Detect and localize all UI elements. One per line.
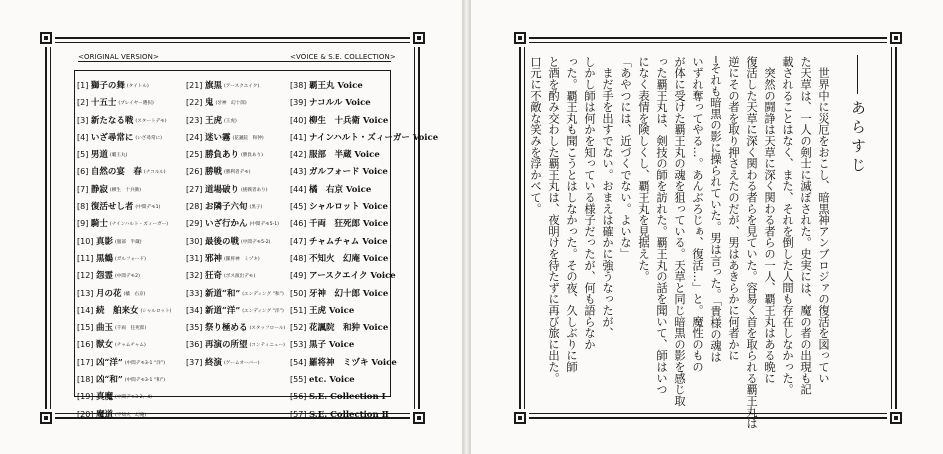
track-title: 旗黒 <box>204 81 222 91</box>
track-number: [36] <box>186 340 203 350</box>
track-title: 男道 <box>90 150 108 161</box>
track-note: (中間デモ3-1 “和”) <box>124 378 166 384</box>
track-title: 服部 半蔵 Voice <box>308 150 380 161</box>
track-number: [1] <box>77 81 89 90</box>
track-title: 月の花 <box>95 288 122 299</box>
track-number: [56] <box>290 392 307 402</box>
synopsis-line: 復活した天草に深く関わる者らを見ていた。容易く首を取られる覇王丸は <box>745 56 758 429</box>
track-number: [13] <box>77 288 94 298</box>
track-number: [35] <box>186 323 203 333</box>
track-title: 鬼 <box>204 98 214 109</box>
track-number: [8] <box>77 202 89 212</box>
track-note: (王虎) <box>223 118 237 124</box>
track-row <box>290 215 438 232</box>
frame-corner-ornament <box>511 409 529 427</box>
track-title: 狂奇 <box>204 271 222 282</box>
track-row <box>290 371 438 388</box>
track-note: (黒子) <box>249 205 263 211</box>
track-row <box>77 146 171 163</box>
track-row <box>290 129 438 146</box>
track-title: 橘 右京 Voice <box>308 184 372 195</box>
track-title: 王虎 Voice <box>308 305 355 316</box>
track-title: ナインハルト・ズィーガー Voice <box>308 132 439 143</box>
frame-corner-ornament <box>887 409 905 427</box>
track-row <box>186 233 285 250</box>
track-row <box>186 302 285 319</box>
frame-corner-ornament <box>37 29 55 47</box>
track-title: 新道“洋” <box>204 305 241 316</box>
track-number: [27] <box>186 184 203 194</box>
track-note: (挑戦者あり) <box>240 187 268 193</box>
track-note: (勝負あり) <box>240 153 263 159</box>
track-title: 獅子の舞 <box>90 81 125 91</box>
track-row <box>186 181 285 198</box>
track-number: [54] <box>290 357 307 367</box>
track-note: (ガルフォード) <box>114 256 146 262</box>
track-title: ナコルル Voice <box>308 98 371 109</box>
track-number: [43] <box>290 167 307 177</box>
track-row <box>290 112 438 129</box>
track-column-3 <box>290 77 438 423</box>
track-title: 邪神 <box>204 253 222 264</box>
track-number: [2] <box>77 98 89 108</box>
track-title: 道場破り <box>204 184 239 195</box>
track-row <box>290 354 438 371</box>
synopsis-line: った覇王丸は、剣技の師を訪れた。覇王丸の話を聞いて、師はいつ <box>655 56 668 395</box>
track-note: (スタートデモ) <box>135 118 167 124</box>
track-number: [24] <box>186 132 203 142</box>
synopsis-line: しかし師は何かを知っている様子だったが、何も語らなか <box>583 56 596 350</box>
track-number: [41] <box>290 132 307 142</box>
track-note: (アースクエイク) <box>223 84 260 89</box>
synopsis-line: 逆にその者を取り押さえたのだが、男はあきらかに何者かに <box>727 56 740 362</box>
track-row <box>77 77 171 94</box>
track-number: [26] <box>186 167 203 177</box>
track-title: 最後の戦 <box>204 236 239 247</box>
track-number: [15] <box>77 323 94 333</box>
track-number: [57] <box>290 409 307 419</box>
track-row <box>186 267 285 284</box>
track-title: 不知火 幻庵 Voice <box>308 253 389 264</box>
track-number: [10] <box>77 236 94 246</box>
track-row <box>77 94 171 111</box>
track-note: (中間デモ3-1 “洋”) <box>124 360 166 366</box>
synopsis-line: 口元に不敵な笑みを浮かべて。 <box>529 56 542 215</box>
track-note: (ボス演出デモ) <box>223 274 256 280</box>
track-row <box>186 146 285 163</box>
track-row <box>77 129 171 146</box>
track-row <box>290 388 438 405</box>
track-title: 曲玉 <box>95 323 113 334</box>
track-note: (不知火 幻庵) <box>114 412 147 418</box>
track-row <box>290 406 438 423</box>
track-number: [39] <box>290 98 307 108</box>
track-number: [29] <box>186 219 203 229</box>
track-number: [31] <box>186 253 203 263</box>
synopsis-text <box>529 56 832 429</box>
track-title: 迷い霧 <box>204 132 231 143</box>
track-row <box>290 198 438 215</box>
track-note: (中間デモ1) <box>135 205 161 211</box>
track-number: [53] <box>290 340 307 350</box>
track-title: 続 舶来女 <box>95 305 139 316</box>
track-number: [6] <box>77 167 89 177</box>
track-number: [28] <box>186 202 203 212</box>
track-row <box>290 250 438 267</box>
track-row <box>186 319 285 336</box>
track-number: [42] <box>290 150 307 160</box>
track-number: [18] <box>77 375 94 385</box>
track-title: 黒子 Voice <box>308 340 355 351</box>
track-note: (中間デモ2) <box>114 274 140 280</box>
track-number: [33] <box>186 288 203 298</box>
track-number: [50] <box>290 288 307 298</box>
synopsis-line: 突然の闘諍は天草に深く関わる者らの一人、覇王丸はある晩に <box>763 56 776 384</box>
track-title: ガルフォード Voice <box>308 167 388 178</box>
synopsis-line: になく表情を険しくし、覇王丸を見据えた。 <box>637 56 650 282</box>
track-title: 勝戦 <box>204 167 222 178</box>
track-number: [44] <box>290 184 307 194</box>
track-note: (エンディング “洋”) <box>242 308 284 314</box>
track-row <box>186 354 285 371</box>
track-row <box>77 319 171 336</box>
synopsis-line: た天草は、一人の剣士に滅ぼされた。史実には、魔の者の出現も記 <box>799 56 812 395</box>
track-number: [22] <box>186 98 203 108</box>
track-row <box>77 354 171 371</box>
track-row <box>77 267 171 284</box>
track-row <box>290 181 438 198</box>
track-number: [34] <box>186 305 203 315</box>
track-note: (ナインハルト・ズィーガー) <box>109 222 169 228</box>
track-number: [37] <box>186 357 203 367</box>
track-row <box>77 371 171 388</box>
track-row <box>186 77 285 94</box>
track-title: 怨霊 <box>95 271 113 282</box>
track-number: [3] <box>77 115 89 125</box>
book-gutter <box>463 0 470 454</box>
track-row <box>77 163 171 180</box>
track-number: [7] <box>77 184 89 194</box>
track-title: 覇王丸 Voice <box>308 81 363 91</box>
track-note: (コンティニュー) <box>249 343 285 349</box>
track-row <box>290 146 438 163</box>
track-title: 王虎 <box>204 115 222 126</box>
track-note: (勝利者デモ) <box>223 170 251 176</box>
track-title: 新たなる戦 <box>90 115 134 126</box>
track-row <box>186 163 285 180</box>
track-row <box>77 285 171 302</box>
track-title: etc. Voice <box>308 375 355 386</box>
track-note: (千両 狂死郎) <box>114 326 147 332</box>
track-note: (プレイヤー選択) <box>118 101 154 107</box>
synopsis-title: あらすじ <box>849 100 867 176</box>
track-number: [21] <box>186 81 203 90</box>
track-title: S.E. Collection Ⅰ <box>308 392 386 403</box>
track-number: [52] <box>290 323 307 333</box>
track-title: お隣子六旬 <box>204 202 248 213</box>
track-note: (シャルロット) <box>140 308 172 314</box>
track-title: シャルロット Voice <box>308 202 388 213</box>
track-number: [19] <box>77 392 94 402</box>
track-title: 勝負あり <box>204 150 239 161</box>
track-title: 花諷院 和狆 Voice <box>308 323 389 334</box>
frame-corner-ornament <box>37 409 55 427</box>
track-column-2 <box>186 77 285 371</box>
track-number: [14] <box>77 305 94 315</box>
voice-collection-header: <VOICE & S.E. COLLECTION> <box>290 53 396 61</box>
track-row <box>77 112 171 129</box>
track-title: 静寂 <box>90 184 108 195</box>
synopsis-line: ─それも暗黒の影に操られていた。男は言った。「貴様の魂は <box>709 56 722 363</box>
track-number: [30] <box>186 236 203 246</box>
track-number: [5] <box>77 150 89 160</box>
track-note: (チャムチャム) <box>114 343 146 349</box>
track-title: S.E. Collection Ⅱ <box>308 409 389 420</box>
header-divider <box>78 61 391 62</box>
track-title: 真魔 <box>95 392 113 403</box>
track-number: [47] <box>290 236 307 246</box>
track-row <box>77 215 171 232</box>
track-row <box>290 336 438 353</box>
track-note: (ナコルル) <box>143 170 166 176</box>
synopsis-title-rule <box>857 55 858 94</box>
track-number: [4] <box>77 132 89 142</box>
track-title: 十五士 <box>90 98 117 109</box>
track-row <box>77 406 171 423</box>
track-number: [12] <box>77 271 94 281</box>
track-title: 自然の宴 春 <box>90 167 142 178</box>
track-row <box>186 336 285 353</box>
track-row <box>186 198 285 215</box>
track-row <box>77 233 171 250</box>
track-title: 祭り極める <box>204 323 248 334</box>
track-number: [17] <box>77 357 94 367</box>
track-row <box>290 267 438 284</box>
track-row <box>290 285 438 302</box>
track-note: (羅将神 ミヅキ) <box>223 256 260 262</box>
track-row <box>186 129 285 146</box>
track-row <box>77 336 171 353</box>
track-row <box>186 285 285 302</box>
track-note: (覇王丸) <box>109 153 128 159</box>
track-title: 牙神 幻十郎 Voice <box>308 288 389 299</box>
track-title: いざ行かん <box>204 219 248 230</box>
track-number: [38] <box>290 81 307 90</box>
synopsis-line: 世界中に災厄をおこし、暗黒神アンブロジァの復活を図ってい <box>817 56 830 384</box>
track-title: いざ尋常に <box>90 132 134 143</box>
track-number: [49] <box>290 271 307 281</box>
synopsis-line: 載されることはなく、また、それを倒した人間も存在しなかった。 <box>781 56 794 395</box>
track-row <box>77 302 171 319</box>
track-row <box>290 163 438 180</box>
track-title: 新道“和” <box>204 288 241 299</box>
track-row <box>186 250 285 267</box>
track-row <box>186 112 285 129</box>
track-row <box>290 77 438 94</box>
synopsis-line: と酒を酌み交わした覇王丸は、夜明けを待たずに再び旅に出た。 <box>547 56 560 384</box>
track-number: [46] <box>290 219 307 229</box>
track-number: [45] <box>290 202 307 212</box>
track-title: 騎士 <box>90 219 108 230</box>
track-note: (服部 半蔵) <box>114 239 142 245</box>
track-note: (スタッフロール) <box>249 326 286 332</box>
frame-corner-ornament <box>511 29 529 47</box>
track-row <box>290 319 438 336</box>
original-version-header: <ORIGINAL VERSION> <box>78 53 159 61</box>
track-note: (タイトル) <box>126 84 149 89</box>
track-row <box>290 233 438 250</box>
track-title: 凶“洋” <box>95 357 123 368</box>
track-number: [40] <box>290 115 307 125</box>
track-title: 柳生 十兵衛 Voice <box>308 115 389 126</box>
frame-corner-ornament <box>887 29 905 47</box>
track-title: 凶“和” <box>95 375 123 386</box>
synopsis-line: が体に受けた覇王丸の魂を狙っている。天草と同じ暗黒の影を感じ取 <box>673 56 686 407</box>
frame-corner-ornament <box>410 29 428 47</box>
track-number: [32] <box>186 271 203 281</box>
track-title: チャムチャム Voice <box>308 236 388 247</box>
track-note: (花諷院 和狆) <box>232 135 264 141</box>
track-title: 真影 <box>95 236 113 247</box>
track-number: [16] <box>77 340 94 350</box>
track-number: [9] <box>77 219 89 229</box>
track-row <box>290 302 438 319</box>
track-number: [11] <box>77 253 94 263</box>
track-number: [51] <box>290 305 307 315</box>
track-title: 魔道 <box>95 409 113 420</box>
track-column-1 <box>77 77 171 423</box>
track-row <box>77 198 171 215</box>
track-note: (橘 右京) <box>123 291 146 297</box>
track-title: 千両 狂死郎 Voice <box>308 219 389 230</box>
track-title: 終演 <box>204 357 222 368</box>
synopsis-line: 「あやつには、近づくでない。よいな」 <box>619 56 632 260</box>
track-title: 羅将神 ミヅキ Voice <box>308 357 397 368</box>
track-note: (中間デモ5-1) <box>249 222 279 228</box>
track-title: 復活せし者 <box>90 202 134 213</box>
track-title: アースクエイク Voice <box>308 271 396 282</box>
track-row <box>290 94 438 111</box>
track-number: [23] <box>186 115 203 125</box>
track-note: (柳生 十兵衛) <box>109 187 142 193</box>
track-title: 再演の所望 <box>204 340 248 351</box>
track-number: [55] <box>290 375 307 385</box>
track-title: 獣女 <box>95 340 113 351</box>
track-row <box>186 94 285 111</box>
synopsis-line: まだ手を出すでない。おまえは確かに強うなったが、 <box>601 56 614 339</box>
track-note: (エンディング “和”) <box>242 291 284 297</box>
synopsis-line: った。覇王丸も聞こうとはしなかった。その夜、久しぶりに師 <box>565 56 578 373</box>
track-note: (牙神 幻十郎) <box>215 101 247 107</box>
track-title: 黒鶴 <box>95 253 113 264</box>
track-note: (中間デモ3-2、4) <box>114 395 152 401</box>
track-number: [20] <box>77 409 94 419</box>
track-row <box>77 181 171 198</box>
track-note: (いざ尋常に) <box>135 135 162 141</box>
track-row <box>77 388 171 405</box>
track-note: (ゲームオーバー) <box>223 360 260 366</box>
track-number: [48] <box>290 253 307 263</box>
track-note: (中間デモ5-2) <box>240 239 271 245</box>
synopsis-line: いずれ奪ってやる…。あんぶろじぁ、復活…」と。魔性のもの <box>691 56 704 373</box>
track-row <box>186 215 285 232</box>
track-number: [25] <box>186 150 203 160</box>
track-row <box>77 250 171 267</box>
